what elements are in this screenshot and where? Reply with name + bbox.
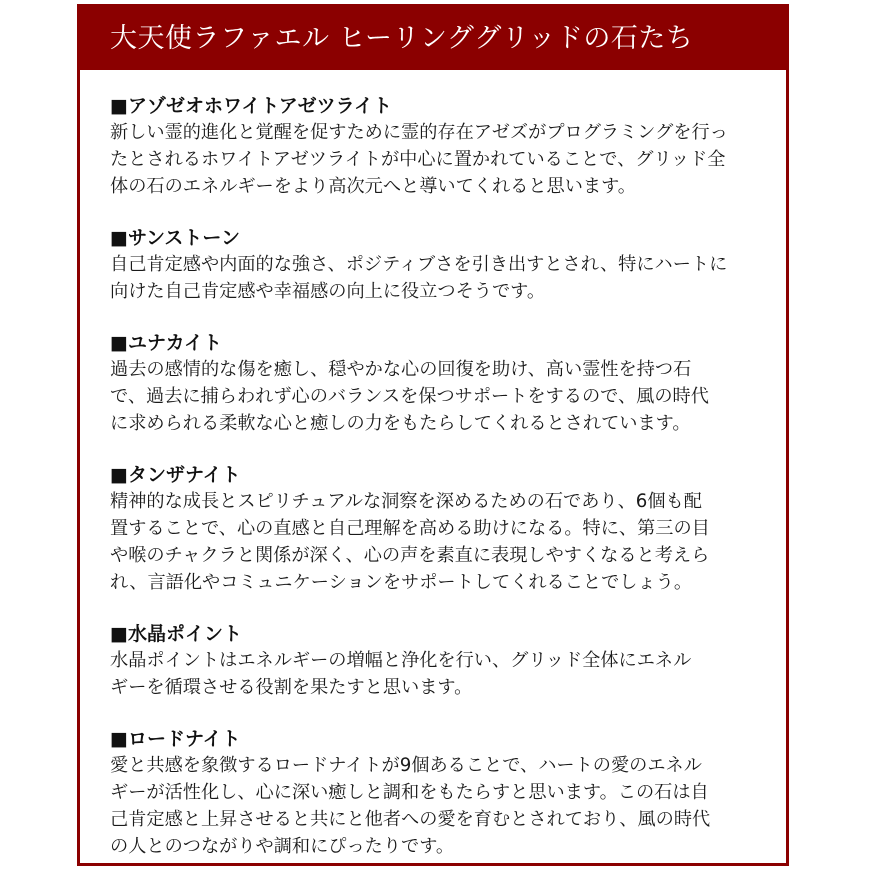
section-heading: ■水晶ポイント [110,623,242,645]
section-heading: ■ロードナイト [110,728,241,750]
body-line: ギーが活性化し、心に深い癒しと調和をもたらすと思います。この石は自 [110,782,709,803]
section-heading: ■サンストーン [110,227,241,249]
body-line: 過去の感情的な傷を癒し、穏やかな心の回復を助け、高い霊性を持つ石 [110,359,692,380]
body-line: 精神的な成長とスピリチュアルな洞察を深めるための石であり、6個も配 [110,491,702,512]
body-line: 体の石のエネルギーをより高次元へと導いてくれると思います。 [110,176,636,197]
body-line: 水晶ポイントはエネルギーの増幅と浄化を行い、グリッド全体にエネル [110,650,692,671]
section-body [110,752,772,860]
section-quartz-point [110,621,772,701]
body-line: に求められる柔軟な心と癒しの力をもたらしてくれるとされています。 [110,413,691,434]
section-body [110,647,772,701]
section-azozeo-white-azeztulite [110,93,772,200]
section-body [110,119,772,200]
title-bar [80,7,786,70]
section-rhodonite [110,726,772,860]
body-line: の人とのつながりや調和にぴったりです。 [110,836,455,857]
body-line: 己肯定感と上昇させると共にと他者への愛を育むとされており、風の時代 [110,809,711,830]
body-line: 置することで、心の直感と自己理解を高める助けになる。特に、第三の目 [110,518,710,539]
body-line: たとされるホワイトアゼツライトが中心に置かれていることで、グリッド全 [110,149,726,170]
body-line: 新しい霊的進化と覚醒を促すために霊的存在アゼズがプログラミングを行っ [110,122,728,143]
body-line: 自己肯定感や内面的な強さ、ポジティブさを引き出すとされ、特にハートに [110,254,728,275]
body-line: や喉のチャクラと関係が深く、心の声を素直に表現しやすくなると考えら [110,545,710,566]
body-line: ギーを循環させる役割を果たすと思います。 [110,677,473,698]
stone-list [110,93,772,885]
document-frame [77,4,789,866]
section-unakite [110,330,772,437]
section-body [110,488,772,596]
section-heading: ■ユナカイト [110,332,223,354]
body-line: 愛と共感を象徴するロードナイトが9個あることで、ハートの愛のエネル [110,755,702,776]
page-title: 大天使ラファエル ヒーリンググリッドの石たち [110,23,694,54]
section-heading: ■アゾゼオホワイトアゼツライト [110,95,393,117]
section-heading: ■タンザナイト [110,464,241,486]
section-tanzanite [110,462,772,596]
section-body [110,356,772,437]
body-line: 向けた自己肯定感や幸福感の向上に役立つそうです。 [110,281,546,302]
section-body [110,251,772,305]
body-line: れ、言語化やコミュニケーションをサポートしてくれることでしょう。 [110,572,693,593]
section-sunstone [110,225,772,305]
body-line: で、過去に捕らわれず心のバランスを保つサポートをするので、風の時代 [110,386,709,407]
